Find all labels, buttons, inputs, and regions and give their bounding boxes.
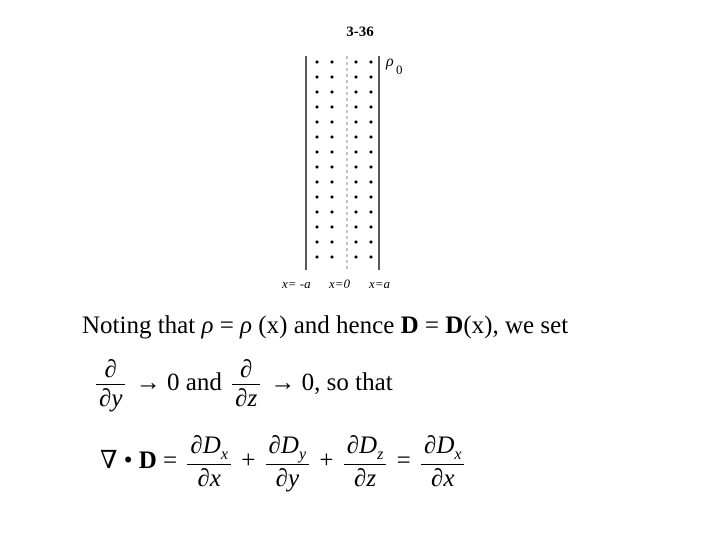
charge-dot: [370, 76, 373, 79]
dot-symbol: •: [123, 447, 133, 475]
density-label-symbol: ρ: [386, 53, 394, 70]
label-x-a: x=a: [369, 276, 391, 291]
frac-dDx-dx-result: $\frac{\partial D_x}{\partial x}$: [421, 432, 465, 493]
charge-dot: [355, 241, 358, 244]
plus-1: +: [241, 447, 256, 475]
charge-dot: [355, 91, 358, 94]
text-x-of: (x): [258, 312, 288, 339]
charge-dot: [370, 196, 373, 199]
charge-dot: [370, 136, 373, 139]
charge-dots: [316, 61, 373, 259]
text-zero-and: 0 and: [166, 369, 222, 397]
charge-dot: [331, 256, 334, 259]
charge-dot: [355, 106, 358, 109]
charge-dot: [355, 226, 358, 229]
charge-dot: [331, 91, 334, 94]
charge-dot: [370, 211, 373, 214]
charge-dot: [331, 226, 334, 229]
charge-dot: [331, 76, 334, 79]
charge-dot: [355, 256, 358, 259]
charge-dot: [316, 196, 319, 199]
arrow-1: →: [135, 369, 161, 397]
text-zero-so-that: 0, so that: [301, 369, 393, 397]
slide-number: 3-36: [346, 24, 374, 40]
charge-dot: [331, 196, 334, 199]
slab-diagram: [270, 50, 430, 300]
label-x-zero: x=0: [329, 276, 351, 291]
charge-dot: [316, 106, 319, 109]
charge-dot: [355, 211, 358, 214]
text-D-1: D: [400, 312, 419, 339]
text-eq: =: [219, 312, 234, 339]
equals-2: =: [396, 447, 411, 475]
charge-dot: [355, 196, 358, 199]
frac-dDx-dx: $\frac{\partial D_x}{\partial x}$: [187, 432, 231, 493]
text-D-2: D: [445, 312, 464, 339]
charge-dot: [355, 136, 358, 139]
charge-dot: [316, 211, 319, 214]
charge-dot: [316, 241, 319, 244]
charge-dot: [355, 121, 358, 124]
charge-dot: [331, 61, 334, 64]
charge-dot: [370, 181, 373, 184]
charge-dot: [355, 76, 358, 79]
frac-d-dy: $\frac{\partial}{\partial y}$: [96, 356, 125, 413]
arrow-2: →: [270, 369, 296, 397]
charge-dot: [316, 136, 319, 139]
charge-dot: [370, 241, 373, 244]
text-and-hence: and hence: [293, 312, 395, 339]
charge-dot: [331, 181, 334, 184]
charge-dot: [316, 256, 319, 259]
vector-D: D: [138, 447, 157, 475]
charge-dot: [370, 106, 373, 109]
charge-dot: [316, 181, 319, 184]
charge-dot: [331, 151, 334, 154]
charge-dot: [370, 61, 373, 64]
text-Dx-of: (x), we set: [463, 312, 569, 339]
charge-dot: [331, 106, 334, 109]
charge-dot: [316, 61, 319, 64]
nabla-symbol: ∇: [100, 447, 118, 475]
text-rho-2: ρ: [240, 312, 253, 339]
charge-dot: [331, 166, 334, 169]
slab-figure: [270, 50, 430, 305]
charge-dot: [370, 226, 373, 229]
body-text-line: [82, 312, 568, 340]
frac-d-dz: $\frac{\partial}{\partial z}$: [232, 356, 260, 413]
equation-divergence: [100, 432, 468, 493]
charge-dot: [370, 166, 373, 169]
charge-dot: [370, 151, 373, 154]
plus-2: +: [319, 447, 334, 475]
text-rho-1: ρ: [201, 312, 214, 339]
charge-dot: [355, 61, 358, 64]
equation-limits: [92, 356, 393, 413]
text-eq-2: =: [424, 312, 440, 339]
charge-dot: [331, 241, 334, 244]
equals-1: =: [163, 447, 178, 475]
charge-dot: [316, 226, 319, 229]
charge-dot: [370, 91, 373, 94]
frac-dDz-dz: $\frac{\partial D_z}{\partial z}$: [344, 432, 387, 493]
frac-dDy-dy: $\frac{\partial D_y}{\partial y}$: [266, 432, 310, 493]
charge-dot: [331, 211, 334, 214]
charge-dot: [355, 151, 358, 154]
density-label-subscript: 0: [396, 62, 403, 77]
charge-dot: [316, 121, 319, 124]
charge-dot: [370, 121, 373, 124]
charge-dot: [316, 91, 319, 94]
text-noting-that: Noting that: [82, 312, 196, 339]
charge-dot: [370, 256, 373, 259]
charge-dot: [355, 181, 358, 184]
charge-dot: [355, 166, 358, 169]
charge-dot: [331, 121, 334, 124]
charge-dot: [316, 76, 319, 79]
label-x-minus-a: x= -a: [282, 276, 311, 291]
charge-dot: [316, 166, 319, 169]
charge-dot: [331, 136, 334, 139]
charge-dot: [316, 151, 319, 154]
